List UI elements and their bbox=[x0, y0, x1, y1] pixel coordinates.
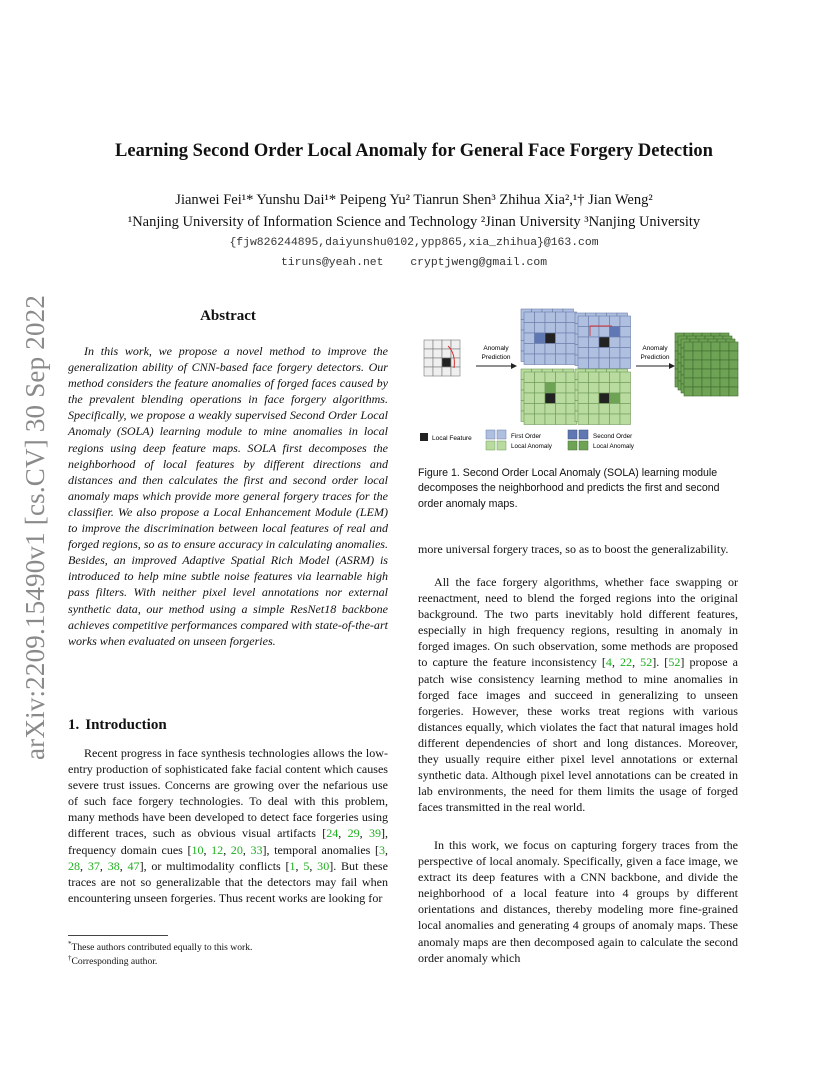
label-anomaly-prediction-2b: Prediction bbox=[640, 354, 670, 361]
right-paragraph-1: more universal forgery traces, so as to boost the generalizability. bbox=[418, 542, 729, 556]
grid-cell bbox=[693, 342, 702, 351]
grid-cell bbox=[684, 351, 693, 360]
grid-cell bbox=[589, 414, 600, 425]
grid-cell bbox=[693, 369, 702, 378]
grid-cell bbox=[433, 340, 442, 349]
grid-cell bbox=[599, 348, 610, 359]
right-paragraph-3: In this work, we focus on capturing forgery traces from the perspective of local anomaly. Specifically, given a face image, we extract its deep features with a CNN backbone, and divide the neighborhood of a local feature into 4 groups by different orientations and distances, thereby modeling more fine-grained local anomalies and generating 4 groups of anomaly maps. These anomaly maps are then decomposed again to calculate the second order anomaly which bbox=[418, 838, 738, 965]
grid-cell bbox=[556, 372, 567, 383]
grid-cell bbox=[711, 351, 720, 360]
section-heading-introduction bbox=[68, 717, 167, 734]
paragraph-text: ]. [ bbox=[652, 655, 669, 670]
email-tiruns: tiruns@yeah.net bbox=[280, 257, 384, 269]
grid-cell bbox=[693, 378, 702, 387]
grid-cell bbox=[589, 348, 600, 359]
legend-swatch-second-green2 bbox=[579, 441, 588, 450]
legend-swatch-second-green bbox=[568, 441, 577, 450]
grid-cell bbox=[711, 369, 720, 378]
grid-cell bbox=[693, 351, 702, 360]
citation-link[interactable]: 1 bbox=[289, 858, 296, 873]
citation-link[interactable]: 47 bbox=[127, 858, 140, 873]
grid-cell bbox=[535, 312, 546, 323]
intro-text: ]. But these traces are not so generalizable that the detectors may fail when encountering unseen forgeries. Thus recent works are looking for bbox=[68, 858, 388, 905]
citation-link[interactable]: 4 bbox=[605, 655, 612, 670]
grid-cell bbox=[599, 327, 610, 338]
grid-cell bbox=[589, 393, 600, 404]
citation-link[interactable]: 3 bbox=[378, 842, 385, 857]
grid-cell bbox=[545, 312, 556, 323]
grid-cell bbox=[693, 387, 702, 396]
grid-cell bbox=[535, 333, 546, 344]
grid-cell bbox=[535, 414, 546, 425]
grid-cell bbox=[729, 378, 738, 387]
grid-cell bbox=[442, 349, 451, 358]
grid-cell bbox=[720, 369, 729, 378]
second-order-grid-green bbox=[575, 369, 631, 425]
grid-cell bbox=[620, 404, 631, 415]
grid-cell bbox=[578, 404, 589, 415]
section-title: Introduction bbox=[85, 717, 167, 733]
legend-label-first-order-2: Local Anomaly bbox=[511, 443, 552, 450]
paper-title: Learning Second Order Local Anomaly for General Face Forgery Detection bbox=[115, 141, 713, 161]
grid-cell bbox=[599, 414, 610, 425]
grid-cell bbox=[599, 316, 610, 327]
legend-swatch-second-blue bbox=[568, 430, 577, 439]
citation-link[interactable]: 30 bbox=[317, 858, 330, 873]
grid-cell bbox=[556, 354, 567, 365]
input-feature-grid bbox=[424, 340, 460, 376]
grid-cell bbox=[524, 344, 535, 355]
intro-text: ], temporal anomalies [ bbox=[262, 842, 379, 857]
grid-cell bbox=[729, 387, 738, 396]
grid-cell bbox=[524, 312, 535, 323]
grid-cell bbox=[451, 358, 460, 367]
grid-cell bbox=[424, 349, 433, 358]
grid-cell bbox=[535, 323, 546, 334]
grid-cell bbox=[702, 378, 711, 387]
grid-cell bbox=[711, 360, 720, 369]
grid-cell bbox=[610, 316, 621, 327]
legend-swatch-first-green2 bbox=[497, 441, 506, 450]
grid-cell bbox=[578, 372, 589, 383]
grid-cell bbox=[545, 393, 556, 404]
label-anomaly-prediction-2a: Anomaly bbox=[642, 345, 668, 352]
grid-cell bbox=[545, 323, 556, 334]
paragraph-text: All the face forgery algorithms, whether face swapping or reenactment, need to blend the forged regions into the original background. The two parts inevitably hold different features, especially in high frequency regions, resulting in anomaly in forged images. On such observation, some methods are proposed to capture the feature inconsistency [ bbox=[418, 575, 738, 670]
legend-label-second-order-1: Second Order bbox=[593, 433, 633, 440]
legend-label-second-order-2: Local Anomaly bbox=[593, 443, 634, 450]
first-order-grid-blue bbox=[521, 309, 577, 365]
grid-cell bbox=[545, 414, 556, 425]
citation-link[interactable]: 52 bbox=[640, 655, 653, 670]
citation-link[interactable]: 39 bbox=[368, 826, 381, 841]
footnote-mark: † bbox=[68, 954, 72, 962]
grid-cell bbox=[684, 360, 693, 369]
grid-cell bbox=[545, 404, 556, 415]
paragraph-text: ] propose a patch wise consistency learning method to mine anomalies in forged face images and succeed in generalizing to unseen forgeries. However, these works treat regions with various distances equally, which violates the fact that natural images hold different dependencies of short and long distances. Moreover, they usually require either pixel level annotations or external synthetic data. Although pixel level annotations can be created in lab environments, the need for them limits the usage of forged faces transmitted in the real world. bbox=[418, 655, 739, 815]
grid-cell bbox=[684, 387, 693, 396]
intro-paragraph: Recent progress in face synthesis technologies allows the low-entry production of sophisticated fake facial content which causes severe trust issues. Concerns are growing over the nefarious use of such face forgery technologies. To deal with this problem, many methods have been developed to detect face forgeries using different traces, such as obvious visual artifacts [24, 29, 39], frequency domain cues [10, 12, 20, 33], temporal anomalies [3, 28, 37, 38, 47], or multimodality conflicts [1, 5, 30]. But these traces are not so generalizable that the detectors may fail when encountering unseen forgeries. Thus recent works are looking for bbox=[68, 746, 389, 905]
abstract-text: In this work, we propose a novel method to improve the generalization ability of CNN-based face forgery detectors. Our method considers the feature anomalies of forged faces caused by the prevalent blending operations in face forgery algorithms. Specifically, we propose a weakly supervised Second Order Local Anomaly (SOLA) learning module to mine anomalies in local regions using deep feature maps. SOLA first decomposes the neighborhood of local features by different directions and distances and then calculates the first and second order local anomaly maps which provide more general forgery traces for the classifier. We also propose a Local Enhancement Module (LEM) to improve the discrimination between local features of real and forged regions, so as to ensure accuracy in calculating anomalies. Besides, an improved Adaptive Spatial Rich Model (ASRM) is introduced to help mine subtle noise features via learnable high pass filters. With neither pixel level annotations nor external synthetic data, our method using a simple ResNet18 backbone achieves competitive performances compared with state-of-the-art works when evaluated on unseen forgeries. bbox=[68, 344, 388, 648]
grid-cell bbox=[556, 414, 567, 425]
affiliations: ¹Nanjing University of Information Science and Technology ²Jinan University ³Nanjing University bbox=[127, 214, 701, 230]
grid-cell bbox=[535, 344, 546, 355]
grid-cell bbox=[524, 333, 535, 344]
grid-cell bbox=[610, 327, 621, 338]
grid-cell bbox=[578, 414, 589, 425]
grid-cell bbox=[442, 367, 451, 376]
grid-cell bbox=[589, 337, 600, 348]
figure-sola-diagram bbox=[418, 306, 748, 454]
grid-cell bbox=[442, 358, 451, 367]
right-paragraph-2: All the face forgery algorithms, whether face swapping or reenactment, need to blend the forged regions into the original background. The two parts inevitably hold different features, especially in high frequency regions, resulting in anomaly in forged images. On such observation, some methods are proposed to capture the feature inconsistency [4, 22, 52]. [52] propose a patch wise consistency learning method to mine anomalies in forged face images and succeed in generalizing to unseen forgeries. However, these works treat regions with various distances equally, which violates the fact that natural images hold different dependencies of short and long distances. Moreover, they usually require either pixel level annotations or external synthetic data. Although pixel level annotations can be created in lab environments, the need for them limits the usage of forged faces transmitted in the real world. bbox=[418, 575, 739, 815]
arxiv-id-text: arXiv:2209.15490v1 [cs.CV] 30 Sep 2022 bbox=[20, 294, 50, 760]
grid-cell bbox=[684, 378, 693, 387]
grid-cell bbox=[433, 367, 442, 376]
grid-cell bbox=[620, 383, 631, 394]
grid-cell bbox=[702, 342, 711, 351]
grid-cell bbox=[620, 337, 631, 348]
grid-cell bbox=[424, 367, 433, 376]
grid-cell bbox=[589, 404, 600, 415]
email-line-1: {fjw826244895,daiyunshu0102,ypp865,xia_zhihua}@163.com bbox=[229, 237, 599, 249]
grid-cell bbox=[524, 354, 535, 365]
grid-cell bbox=[610, 372, 621, 383]
grid-cell bbox=[720, 351, 729, 360]
citation-link[interactable]: 38 bbox=[107, 858, 120, 873]
footnote-text: Corresponding author. bbox=[71, 956, 158, 968]
grid-cell bbox=[589, 383, 600, 394]
grid-cell bbox=[684, 342, 693, 351]
grid-cell bbox=[524, 323, 535, 334]
footnote-text: These authors contributed equally to this work. bbox=[71, 942, 253, 954]
grid-cell bbox=[684, 369, 693, 378]
grid-cell bbox=[578, 316, 589, 327]
grid-cell bbox=[556, 312, 567, 323]
grid-cell bbox=[620, 358, 631, 369]
citation-link[interactable]: 10 bbox=[191, 842, 204, 857]
grid-cell bbox=[702, 387, 711, 396]
grid-cell bbox=[535, 372, 546, 383]
grid-cell bbox=[711, 378, 720, 387]
grid-cell bbox=[610, 358, 621, 369]
citation-link[interactable]: 12 bbox=[211, 842, 224, 857]
grid-cell bbox=[620, 316, 631, 327]
legend-swatch-local-feature bbox=[420, 433, 428, 441]
citation-link[interactable]: 24 bbox=[326, 826, 339, 841]
grid-cell bbox=[545, 333, 556, 344]
grid-cell bbox=[729, 342, 738, 351]
grid-cell bbox=[535, 383, 546, 394]
grid-cell bbox=[729, 351, 738, 360]
grid-cell bbox=[545, 344, 556, 355]
grid-cell bbox=[589, 358, 600, 369]
grid-cell bbox=[451, 367, 460, 376]
grid-cell bbox=[589, 372, 600, 383]
grid-cell bbox=[589, 316, 600, 327]
citation-link[interactable]: 29 bbox=[347, 826, 360, 841]
grid-cell bbox=[599, 383, 610, 394]
grid-cell bbox=[451, 340, 460, 349]
grid-cell bbox=[599, 358, 610, 369]
grid-cell bbox=[556, 323, 567, 334]
grid-cell bbox=[702, 351, 711, 360]
grid-cell bbox=[599, 337, 610, 348]
grid-cell bbox=[620, 372, 631, 383]
grid-cell bbox=[556, 344, 567, 355]
first-order-grid-green bbox=[521, 369, 577, 425]
grid-cell bbox=[610, 393, 621, 404]
intro-text: ], frequency domain cues [ bbox=[68, 826, 389, 857]
legend-label-first-order-1: First Order bbox=[511, 433, 542, 440]
legend-swatch-first-blue2 bbox=[497, 430, 506, 439]
grid-cell bbox=[620, 327, 631, 338]
grid-cell bbox=[424, 340, 433, 349]
grid-cell bbox=[524, 372, 535, 383]
grid-cell bbox=[433, 349, 442, 358]
grid-cell bbox=[524, 383, 535, 394]
section-number: 1. bbox=[68, 717, 80, 733]
grid-cell bbox=[524, 404, 535, 415]
citation-link[interactable]: 28 bbox=[68, 858, 81, 873]
grid-cell bbox=[729, 360, 738, 369]
grid-cell bbox=[578, 383, 589, 394]
grid-cell bbox=[545, 372, 556, 383]
grid-cell bbox=[620, 348, 631, 359]
grid-cell bbox=[610, 348, 621, 359]
grid-cell bbox=[720, 387, 729, 396]
intro-text: Recent progress in face synthesis technologies allows the low-entry production of sophisticated fake facial content which causes severe trust issues. Concerns are growing over the nefarious use of such face forgery technologies. To deal with this problem, many methods have been developed to detect face forgeries using different traces, such as obvious visual artifacts [ bbox=[68, 746, 388, 841]
grid-cell bbox=[545, 383, 556, 394]
grid-cell bbox=[610, 404, 621, 415]
grid-cell bbox=[702, 369, 711, 378]
grid-cell bbox=[599, 372, 610, 383]
grid-cell bbox=[578, 393, 589, 404]
grid-cell bbox=[556, 404, 567, 415]
grid-cell bbox=[578, 358, 589, 369]
grid-cell bbox=[535, 404, 546, 415]
abstract-heading: Abstract bbox=[200, 308, 256, 324]
grid-cell bbox=[556, 383, 567, 394]
second-order-grid-blue bbox=[575, 313, 631, 369]
author-list: Jianwei Fei¹* Yunshu Dai¹* Peipeng Yu² Tianrun Shen³ Zhihua Xia²,¹† Jian Weng² bbox=[175, 192, 653, 208]
legend-swatch-first-green bbox=[486, 441, 495, 450]
grid-cell bbox=[524, 414, 535, 425]
grid-cell bbox=[424, 358, 433, 367]
grid-cell bbox=[578, 348, 589, 359]
grid-cell bbox=[610, 414, 621, 425]
footnote-corresponding bbox=[68, 954, 398, 967]
citation-link[interactable]: 20 bbox=[230, 842, 243, 857]
grid-cell bbox=[599, 404, 610, 415]
grid-cell bbox=[620, 414, 631, 425]
label-anomaly-prediction-1a: Anomaly bbox=[483, 345, 509, 352]
citation-link[interactable]: 52 bbox=[668, 655, 681, 670]
grid-cell bbox=[599, 393, 610, 404]
grid-cell bbox=[524, 393, 535, 404]
grid-cell bbox=[720, 378, 729, 387]
figure-caption: Figure 1. Second Order Local Anomaly (SOLA) learning module decomposes the neighborhood and predicts the first and second order anomaly maps. bbox=[418, 467, 720, 510]
intro-text: ], or multimodality conflicts [ bbox=[139, 858, 290, 873]
citation-link[interactable]: 33 bbox=[250, 842, 263, 857]
grid-cell bbox=[610, 383, 621, 394]
grid-cell bbox=[711, 342, 720, 351]
grid-cell bbox=[729, 369, 738, 378]
citation-link[interactable]: 37 bbox=[87, 858, 100, 873]
legend-swatch-first-blue bbox=[486, 430, 495, 439]
grid-cell bbox=[578, 327, 589, 338]
grid-cell bbox=[693, 360, 702, 369]
grid-cell bbox=[720, 360, 729, 369]
legend-label-local-feature: Local Feature bbox=[432, 435, 472, 442]
citation-link[interactable]: 22 bbox=[620, 655, 633, 670]
legend-swatch-second-blue2 bbox=[579, 430, 588, 439]
grid-cell bbox=[711, 387, 720, 396]
footnote-mark: * bbox=[68, 940, 72, 948]
grid-cell bbox=[545, 354, 556, 365]
grid-cell bbox=[433, 358, 442, 367]
grid-cell bbox=[535, 354, 546, 365]
grid-cell bbox=[556, 333, 567, 344]
grid-cell bbox=[535, 393, 546, 404]
footnote-equal-contribution bbox=[68, 940, 398, 953]
footnote-rule bbox=[68, 935, 168, 936]
grid-cell bbox=[702, 360, 711, 369]
grid-cell bbox=[556, 393, 567, 404]
grid-cell bbox=[610, 337, 621, 348]
email-cryptjweng: cryptjweng@gmail.com bbox=[410, 257, 548, 269]
grid-cell bbox=[720, 342, 729, 351]
grid-cell bbox=[578, 337, 589, 348]
output-stack-grid bbox=[675, 333, 738, 396]
label-anomaly-prediction-1b: Prediction bbox=[481, 354, 511, 361]
grid-cell bbox=[620, 393, 631, 404]
citation-link[interactable]: 5 bbox=[303, 858, 310, 873]
email-line-2 bbox=[0, 257, 828, 269]
